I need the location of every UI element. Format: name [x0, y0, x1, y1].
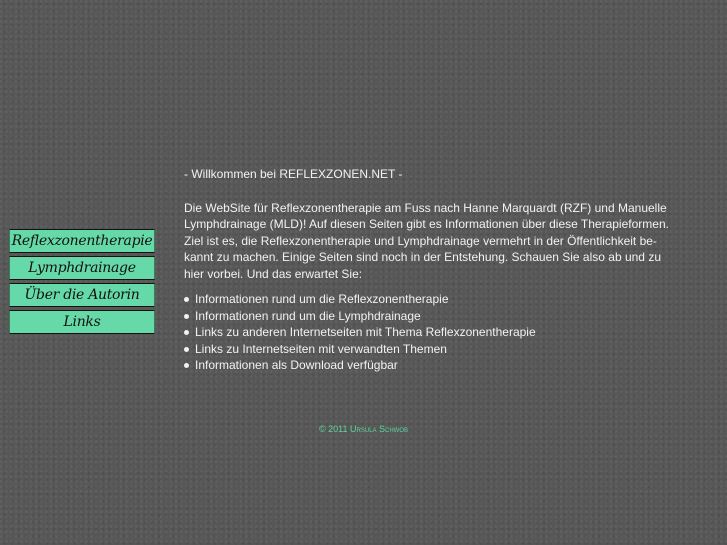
intro-line: hier vorbei. Und das erwartet Sie:	[184, 266, 363, 281]
intro-line: kannt zu machen. Einige Seiten sind noch in der Entstehung. Schauen Sie also ab und zu	[184, 250, 661, 264]
intro-line: Die WebSite für Reflexzonentherapie am Fuss nach Hanne Marquardt (RZF) und Manuelle	[184, 200, 667, 215]
list-item: Informationen rund um die Reflexzonentherapie	[195, 291, 674, 308]
feature-list	[184, 291, 674, 374]
nav-lymphdrainage[interactable]: Lymphdrainage	[9, 256, 155, 280]
side-navigation	[9, 229, 155, 337]
list-item: Informationen rund um die Lymphdrainage	[195, 308, 674, 325]
intro-line: Ziel ist es, die Reflexzonentherapie und Lymphdrainage vermehrt in der Öffentlichkeit be-	[184, 233, 657, 248]
list-item: Informationen als Download verfügbar	[195, 357, 674, 374]
nav-reflexzonentherapie[interactable]: Reflexzonentherapie	[9, 229, 155, 253]
main-content	[184, 166, 674, 374]
list-item: Links zu anderen Internetseiten mit Thema Reflexzonentherapie	[195, 324, 674, 341]
copyright-footer: © 2011 Ursula Schwob	[319, 424, 408, 434]
welcome-heading: - Willkommen bei REFLEXZONEN.NET -	[184, 167, 403, 181]
intro-text	[184, 200, 674, 283]
intro-line: Lymphdrainage (MLD)! Auf diesen Seiten gibt es Informationen über diese Therapieformen.	[184, 217, 669, 231]
nav-ueber-die-autorin[interactable]: Über die Autorin	[9, 283, 155, 307]
nav-links[interactable]: Links	[9, 310, 155, 334]
list-item: Links zu Internetseiten mit verwandten Themen	[195, 341, 674, 358]
